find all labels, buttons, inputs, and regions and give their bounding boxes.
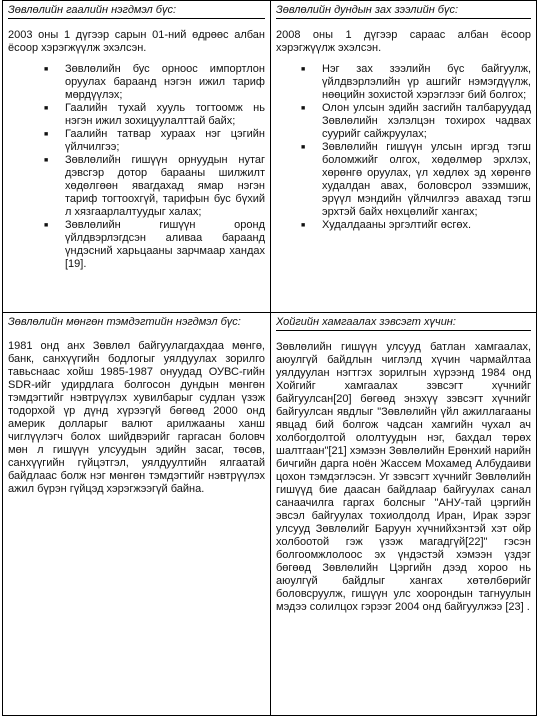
bullet-item: ■ Нэг зах зээлийн бүс байгуулж, үйлдвэрлэлийн үр ашгийг нэмэгдүүлж, нөөцийн зохистой хэрэглээг бий болгох;: [276, 63, 531, 102]
cell-monetary-union: [3, 313, 271, 715]
content-table: [2, 0, 537, 716]
cell-defense-force: [271, 313, 536, 715]
bullet-item: ■ Зөвлөлийн гишүүн орнуудын нутаг дэвсгэр дотор барааны шилжилт хөдөлгөөн явагдахад ямар нэгэн тариф тогтоохгүй, тарифын бус бүхий л хязгаарлалтуудыг халах;: [8, 154, 265, 219]
cell-intro: 2008 оны 1 дүгээр сараас албан ёсоор хэрэгжүүлж эхэлсэн.: [276, 29, 531, 54]
bullet-item: ■ Олон улсын эдийн засгийн талбаруудад Зөвлөлийн хэлэлцэн тохирох чадвах суурийг сайжруулах;: [276, 102, 531, 141]
bullet-item: ■ Зөвлөлийн гишүүн оронд үйлдвэрлэгдсэн аливаа бараанд үндэсний харьцааны зарчмаар хандах [19].: [8, 219, 265, 271]
cell-heading: Зөвлөлийн гаалийн нэгдмэл бүс:: [8, 4, 265, 19]
cell-paragraph: 1981 онд анх Зөвлөл байгуулагдахдаа мөнгө, банк, санхүүгийн бодлогыг уялдуулах зорилго тавьснаас хойш 1985-1987 онуудад ОУВС-гийн SDR-ийг удирдлага болгосон дундын мөнгөн тэмдэгтийг нэвтрүүлэх хувилбарыг судлан үзэж тодорхой үр дүнд хүрээгүй бөгөөд 2000 онд америк долларыг валют арилжааны ханш чиглүүлэгч болох шийдвэрийг гаргасан боловч мөн л гишүүн улсуудын эдийн засаг, төсөв, санхүүгийн гүйцэтгэл, уялдуултийн ялгаатай байдлаас болж нэг мөнгөн тэмдэгтийг нэвтрүүлэх ажил бүрэн гүйцэд хэрэгжээгүй байна.: [8, 340, 265, 495]
cell-intro: 2003 оны 1 дүгээр сарын 01-ний өдрөөс албан ёсоор хэрэгжүүлж эхэлсэн.: [8, 29, 265, 54]
bullet-item: ■ Гаалийн татвар хураах нэг цэгийн үйлчилгээ;: [8, 128, 265, 154]
bullet-item: ■ Зөвлөлийн бус орноос импортлон оруулах бараанд нэгэн ижил тариф мөрдүүлэх;: [8, 63, 265, 102]
cell-heading: Хойгийн хамгаалах зэвсэгт хүчин:: [276, 316, 531, 331]
cell-customs-union: [3, 1, 271, 313]
cell-common-market: [271, 1, 536, 313]
bullet-list: [276, 63, 531, 232]
bullet-item: ■ Зөвлөлийн гишүүн улсын иргэд тэгш боломжийг олгох, хөдөлмөр эрхлэх, хөрөнгө оруулах, үл хөдлөх эд хөрөнгө худалдан авах, боловсрол эзэмшиж, эрүүл мэндийн үйлчилгээ авахад тэгш эрхтэй байх нөхцөлийг хангах;: [276, 141, 531, 219]
bullet-list: [8, 63, 265, 271]
cell-heading: Зөвлөлийн мөнгөн тэмдэгтийн нэгдмэл бүс:: [8, 316, 241, 328]
cell-paragraph: Зөвлөлийн гишүүн улсууд батлан хамгаалах, аюулгүй байдлын чиглэлд хүчин чармайлтаа уялдуулан нэгтгэх зорилгын хүрээнд 1984 онд Хойгийг хамгаалах зэвсэгт хүчнийг байгуулсан[20] бөгөөд энэхүү зэвсэгт хүчнийг байгуулсан явдлыг "Зөвлөлийн үйл ажиллагааны явцад бий болгож чадсан хамгийн чухал ач холбогдолтой ололтуудын нэг, бахдал төрөх шалтгаан"[21] хэмээн Зөвлөлийн Ерөнхий нарийн бичгийн дарга ноён Жассем Мохамед Албудаиви цохон тэмдэглэсэн. Уг зэвсэгт хүчнийг Зөвлөлийн гишүүд бие даасан байдлаар байгуулах санал санаачилга гаргах болсныг "АНУ-тай цэргийн эвсэл байгуулах тохиолдолд Иран, Ирак зэрэг улсууд Зөвлөлийг Баруун хүчнийхэнтэй хэт ойр холбоотой гэж үзэж магадгүй[22]" гэсэн болгоомжлолоос эх үндэстэй хэмээн үздэг бөгөөд Зөвлөлийн Цэргийн дээд хороо нь аюулгүй байдлыг хангах хөтөлбөрийг боловсруулж, гишүүн улс хоорондын тагнуулын мэдээ солилцох гэрээг 2004 онд байгуулжээ [23] .: [276, 341, 531, 613]
cell-heading: Зөвлөлийн дундын зах зээлийн бүс:: [276, 4, 531, 19]
bullet-item: ■ Худалдааны эргэлтийг өсгөх.: [276, 219, 531, 232]
bullet-item: ■ Гаалийн тухай хууль тогтоомж нь нэгэн ижил зохицуулалттай байх;: [8, 102, 265, 128]
